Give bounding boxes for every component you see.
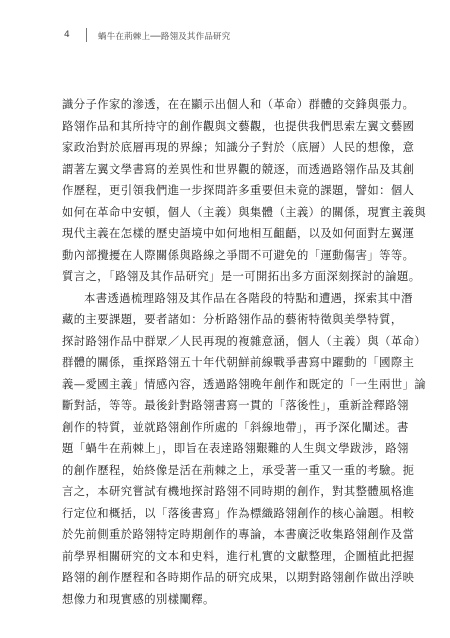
header-divider [86, 28, 87, 42]
text-line: 本書透過梳理路翎及其作品在各階段的特點和遭遇，探索其中潛 [84, 291, 413, 305]
text-line: 探討路翎作品中群眾／人民再現的複雜意涵，個人（主義）與（革命） [62, 334, 427, 348]
text-line: 路翎的創作歷程和各時期作品的研究成果，以期對路翎創作做出浮映 [62, 571, 415, 584]
text-line: 謂著左翼文學書寫的差異性和世界觀的競逐，而透過路翎作品及其創 [62, 162, 415, 176]
paragraph-1 [62, 94, 427, 288]
text-line: 藏的主要課題，要者諸如：分析路翎作品的藝術特徵與美學特質， [62, 313, 403, 326]
text-line: 識分子作家的滲透，在在顯示出個人和（革命）群體的交鋒與張力。 [62, 98, 415, 111]
text-line: 現代主義在怎樣的歷史語境中如何地相互齟齬，以及如何面對左翼運 [62, 227, 415, 240]
text-line: 斷對話，等等。最後針對路翎書寫一貫的「落後性」，重新詮釋路翎 [62, 399, 409, 412]
text-line: 家政治對於底層再現的界線；知識分子對於（底層）人民的想像，意 [62, 141, 415, 154]
text-line: 題「蝸牛在荊棘上」，即旨在表達路翎艱難的人生與文學跋涉，路翎 [62, 442, 409, 455]
page-header [0, 28, 450, 46]
text-line: 質言之，「路翎及其作品研究」是一可開拓出多方面深刻探討的論題。 [62, 270, 421, 283]
text-line: 前學界相關研究的文本和史料，進行札實的文獻整理，企圖植此把握 [62, 549, 415, 563]
text-line: 動內部攪擾在人際關係與路線之爭間不可避免的「運動傷害」等等。 [62, 248, 415, 262]
text-line: 路翎作品和其所持守的創作觀與文藝觀，也提供我們思索左翼文藝國 [62, 119, 415, 133]
text-line: 作歷程，更引領我們進一步探問許多重要但未竟的課題，譬如：個人 [62, 184, 415, 197]
text-line: 群體的關係，重探路翎五十年代朝鮮前線戰爭書寫中躍動的「國際主 [62, 356, 415, 369]
page-number: 4 [64, 30, 70, 40]
paragraph-2 [62, 288, 427, 611]
body-text [62, 94, 427, 610]
text-line: 行定位和概括，以「落後書寫」作為標織路翎創作的核心論題。相較 [62, 506, 415, 520]
text-line: 的創作歷程，始終像是活在荊棘之上，承受著一重又一重的考驗。扼 [62, 463, 415, 477]
running-head: 蝸牛在荊棘上──路翎及其作品研究 [98, 32, 231, 42]
text-line: 如何在革命中安頓，個人（主義）與集體（主義）的關係，現實主義與 [62, 205, 427, 219]
text-line: 想像力和現實感的別樣闡釋。 [62, 592, 215, 606]
text-line: 於先前側重於路翎特定時期創作的專論，本書廣泛收集路翎創作及當 [62, 528, 415, 541]
text-line: 義—愛國主義」情感內容，透過路翎晚年創作和既定的「一生兩世」論 [62, 377, 427, 391]
text-line: 言之，本研究嘗試有機地探討路翎不同時期的創作，對其整體風格進 [62, 485, 415, 498]
text-line: 創作的特質，並就路翎創作所處的「斜線地帶」，再予深化闡述。書 [62, 420, 409, 434]
